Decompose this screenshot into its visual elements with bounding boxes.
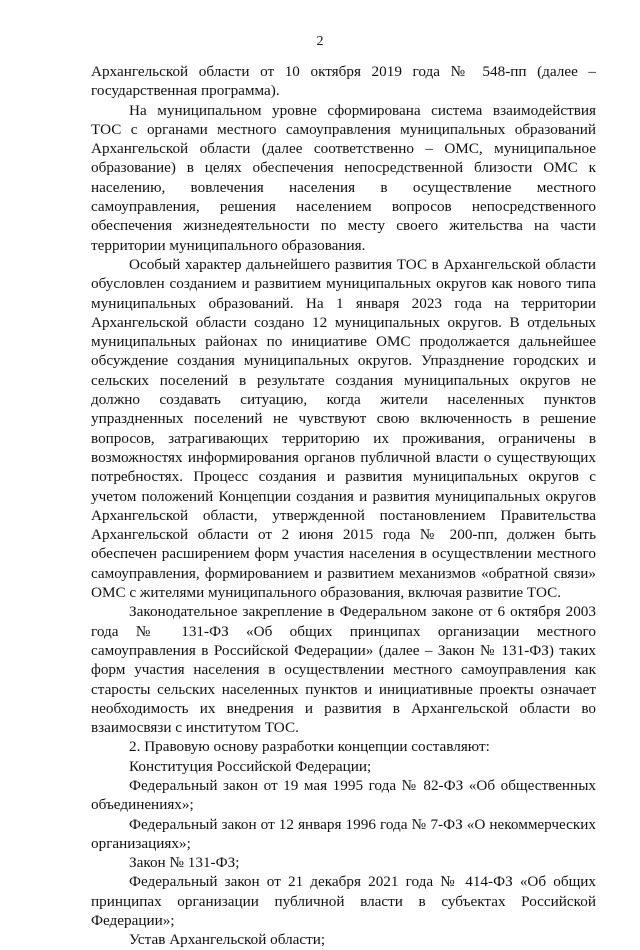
list-item-constitution: Конституция Российской Федерации; (129, 757, 372, 775)
paragraph-program-reference: Архангельской области от 10 октября 2019 года № 548-пп (далее – государственная программа). (91, 63, 596, 100)
list-item-charter: Устав Архангельской области; (129, 931, 326, 949)
paragraph-legislative-consolidation: Законодательное закрепление в Федеральном законе от 6 октября 2003 года № 131-ФЗ «Об общих принципах организации местного самоуправления в Российской Федерации» (далее – Закон № 131-ФЗ) таких форм участия населения в осуществлении местного самоуправления как старосты сельских населенных пунктов и инициативные проекты означает необходимость их внедрения и развития в Архангельской области во взаимосвязи с институтом ТОС. (91, 603, 596, 737)
document-body (91, 62, 596, 950)
paragraph-legal-basis-heading: 2. Правовую основу разработки концепции составляют: (129, 738, 490, 756)
list-item-law-414-fz: Федеральный закон от 21 декабря 2021 года № 414-ФЗ «Об общих принципах организации публичной власти в субъектах Российской Федерации»; (91, 873, 596, 930)
list-item-law-7-fz: Федеральный закон от 12 января 1996 года № 7-ФЗ «О некоммерческих организациях»; (91, 815, 596, 852)
paragraph-special-character: Особый характер дальнейшего развития ТОС в Архангельской области обусловлен созданием и развитием муниципальных округов как нового типа муниципальных образований. На 1 января 2023 года на территории Архангельской области создано 12 муниципальных округов. В отдельных муниципальных районах по инициативе ОМС продолжается дальнейшее обсуждение создания муниципальных округов. Упразднение городских и сельских поселений в результате создания муниципальных округов не должно создавать ситуацию, когда жители населенных пунктов упраздненных поселений не чувствуют свою включенность в решение вопросов, затрагивающих территорию их проживания, ограничены в возможностях информирования органов публичной власти о существующих потребностях. Процесс создания и развития муниципальных округов с учетом положений Концепции создания и развития муниципальных округов Архангельской области, утвержденной постановлением Правительства Архангельской области от 2 июня 2015 года № 200-пп, должен быть обеспечен расширением форм участия населения в осуществлении местного самоуправления, формированием и развитием механизмов «обратной связи» ОМС с жителями муниципального образования, включая развитие ТОС. (91, 255, 596, 602)
list-item-law-131-fz: Закон № 131-ФЗ; (129, 854, 240, 872)
paragraph-municipal-level: На муниципальном уровне сформирована система взаимодействия ТОС с органами местного самоуправления муниципальных образований Архангельской области (далее соответственно – ОМС, муниципальное образование) в целях обеспечения непосредственной близости ОМС к населению, вовлечения населения в осуществление местного самоуправления, решения населением вопросов непосредственного обеспечения жизнедеятельности по месту своего жительства на части территории муниципального образования. (91, 101, 596, 254)
page-number: 2 (316, 34, 324, 49)
list-item-law-82-fz: Федеральный закон от 19 мая 1995 года № 82-ФЗ «Об общественных объединениях»; (91, 776, 596, 814)
